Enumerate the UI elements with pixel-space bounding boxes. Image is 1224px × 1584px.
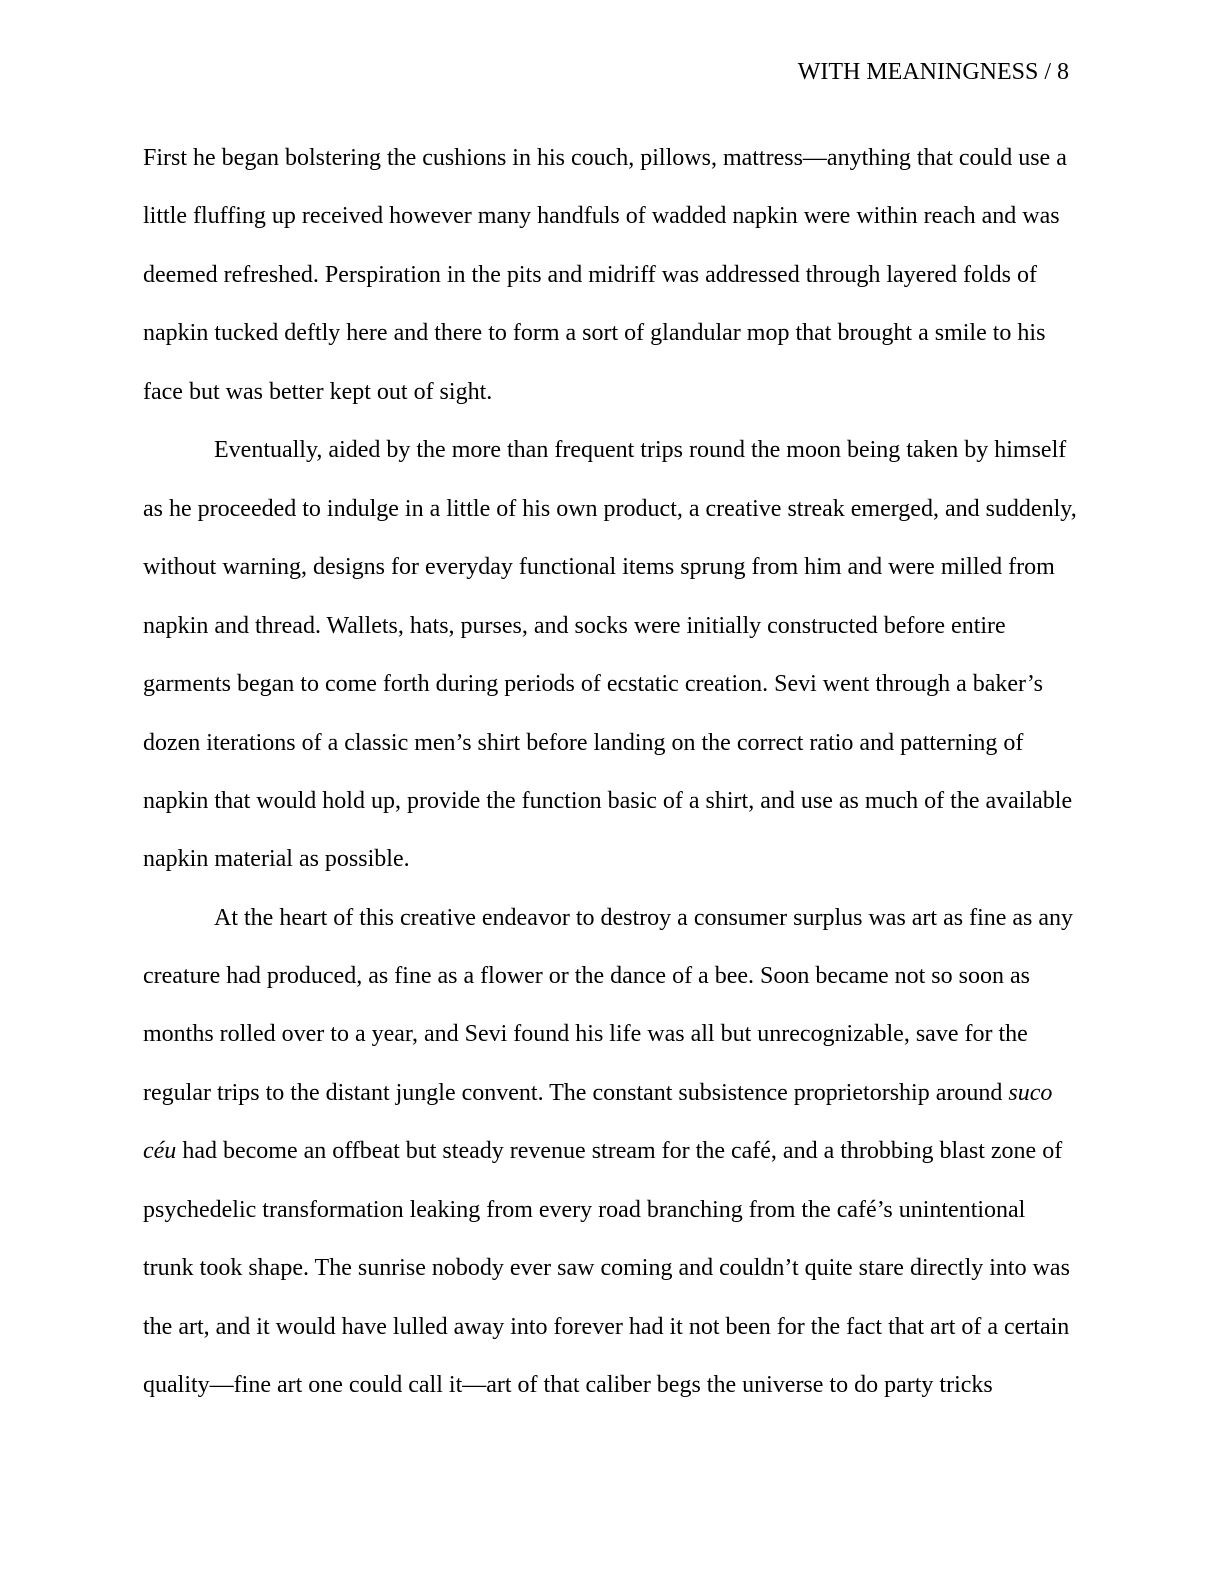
body-line: as he proceeded to indulge in a little of his own product, a creative streak emerged, and suddenly,	[143, 496, 1077, 522]
italic-term: suco	[1008, 1080, 1053, 1106]
body-line: little fluffing up received however many handfuls of wadded napkin were within reach and was	[143, 203, 1060, 229]
body-line: At the heart of this creative endeavor to destroy a consumer surplus was art as fine as any	[214, 905, 1074, 931]
body-line: Eventually, aided by the more than frequent trips round the moon being taken by himself	[214, 437, 1067, 463]
body-text-span: had become an offbeat but steady revenue stream for the café, and a throbbing blast zone of	[176, 1138, 1063, 1164]
body-line: deemed refreshed. Perspiration in the pits and midriff was addressed through layered folds of	[143, 262, 1037, 288]
body-line: the art, and it would have lulled away into forever had it not been for the fact that art of a certain	[143, 1314, 1070, 1340]
italic-term: céu	[143, 1138, 177, 1164]
body-line: First he began bolstering the cushions in his couch, pillows, mattress—anything that could use a	[143, 145, 1067, 171]
body-line: without warning, designs for everyday functional items sprung from him and were milled from	[143, 554, 1055, 580]
body-line: napkin and thread. Wallets, hats, purses, and socks were initially constructed before entire	[143, 613, 1006, 639]
body-line	[143, 1077, 1052, 1109]
body-line: creature had produced, as fine as a flower or the dance of a bee. Soon became not so soon as	[143, 963, 1030, 989]
body-line: psychedelic transformation leaking from every road branching from the café’s unintentional	[143, 1197, 1026, 1223]
body-line: napkin tucked deftly here and there to form a sort of glandular mop that brought a smile to his	[143, 320, 1046, 346]
body-line: dozen iterations of a classic men’s shirt before landing on the correct ratio and patterning of	[143, 730, 1024, 756]
body-line: napkin that would hold up, provide the function basic of a shirt, and use as much of the available	[143, 788, 1073, 814]
running-head: WITH MEANINGNESS / 8	[797, 59, 1069, 85]
body-line: garments began to come forth during periods of ecstatic creation. Sevi went through a baker’s	[143, 671, 1043, 697]
body-line: months rolled over to a year, and Sevi found his life was all but unrecognizable, save for the	[143, 1021, 1028, 1047]
body-line: face but was better kept out of sight.	[143, 379, 493, 405]
body-text-span: regular trips to the distant jungle convent. The constant subsistence proprietorship around	[143, 1080, 1009, 1106]
body-line	[143, 1135, 1062, 1167]
body-line: quality—fine art one could call it—art of that caliber begs the universe to do party tricks	[143, 1372, 993, 1398]
body-line: trunk took shape. The sunrise nobody ever saw coming and couldn’t quite stare directly into was	[143, 1255, 1070, 1281]
body-line: napkin material as possible.	[143, 846, 410, 872]
